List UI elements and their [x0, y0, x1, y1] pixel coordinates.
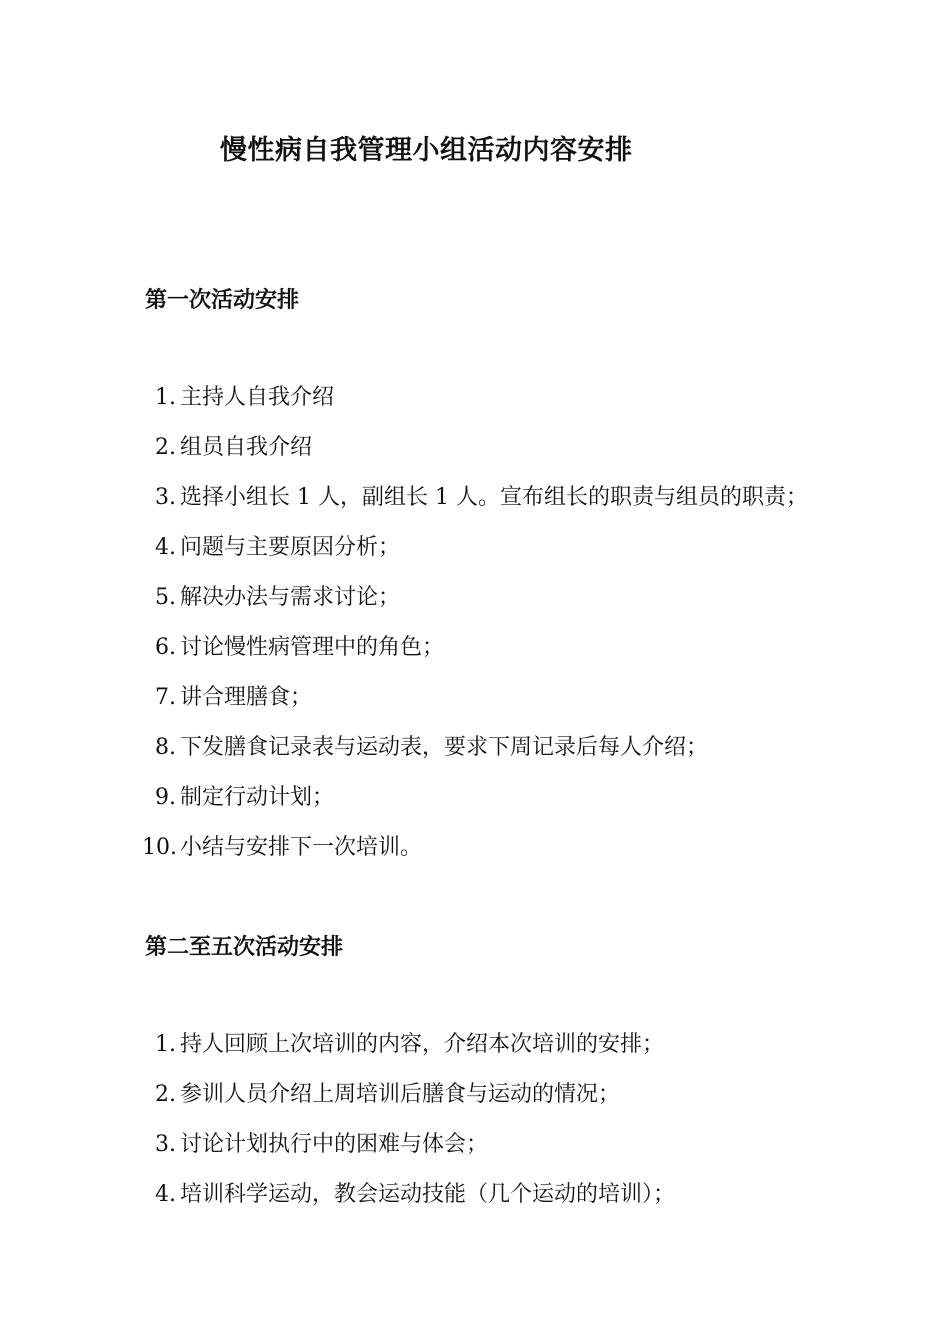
item-number: 6. — [155, 635, 176, 660]
item-number: 4. — [155, 535, 176, 560]
list-item — [142, 530, 808, 580]
list-item — [142, 630, 808, 680]
item-number: 1. — [155, 385, 176, 410]
list-item — [142, 580, 808, 630]
list-item — [142, 480, 808, 530]
item-number: 2. — [155, 1082, 176, 1107]
list-item — [142, 730, 808, 780]
item-text: 组员自我介绍 — [180, 435, 313, 460]
item-number: 5. — [155, 585, 176, 610]
first-activity-list — [142, 380, 808, 880]
second-to-fifth-activity-list — [142, 1027, 675, 1227]
list-item — [142, 1027, 675, 1077]
item-text: 讲合理膳食； — [180, 685, 313, 710]
item-number: 7. — [155, 685, 176, 710]
item-text: 培训科学运动，教会运动技能（几个运动的培训）； — [180, 1182, 676, 1207]
list-item — [142, 830, 808, 880]
list-item — [142, 430, 808, 480]
section-heading-first-activity: 第一次活动安排 — [145, 288, 300, 313]
item-number: 1. — [155, 1032, 176, 1057]
list-item — [142, 380, 808, 430]
item-text: 讨论计划执行中的困难与体会； — [180, 1132, 489, 1157]
item-number: 8. — [155, 735, 176, 760]
item-number: 3. — [155, 485, 176, 510]
list-item — [142, 1077, 675, 1127]
item-number: 10. — [142, 835, 177, 860]
list-item — [142, 1127, 675, 1177]
item-number: 9. — [155, 785, 176, 810]
item-text: 主持人自我介绍 — [180, 385, 335, 410]
item-text: 小结与安排下一次培训。 — [180, 835, 423, 860]
item-text: 选择小组长 1 人，副组长 1 人。宣布组长的职责与组员的职责； — [180, 485, 808, 510]
item-text: 讨论慢性病管理中的角色； — [180, 635, 445, 660]
item-text: 制定行动计划； — [180, 785, 335, 810]
item-number: 3. — [155, 1132, 176, 1157]
document-title: 慢性病自我管理小组活动内容安排 — [220, 135, 633, 166]
item-text: 问题与主要原因分析； — [180, 535, 401, 560]
item-text: 持人回顾上次培训的内容，介绍本次培训的安排； — [180, 1032, 665, 1057]
item-text: 解决办法与需求讨论； — [180, 585, 401, 610]
section-heading-second-to-fifth-activity: 第二至五次活动安排 — [145, 935, 344, 960]
list-item — [142, 1177, 675, 1227]
item-number: 4. — [155, 1182, 176, 1207]
item-text: 下发膳食记录表与运动表，要求下周记录后每人介绍； — [180, 735, 709, 760]
list-item — [142, 780, 808, 830]
list-item — [142, 680, 808, 730]
item-number: 2. — [155, 435, 176, 460]
item-text: 参训人员介绍上周培训后膳食与运动的情况； — [180, 1082, 621, 1107]
